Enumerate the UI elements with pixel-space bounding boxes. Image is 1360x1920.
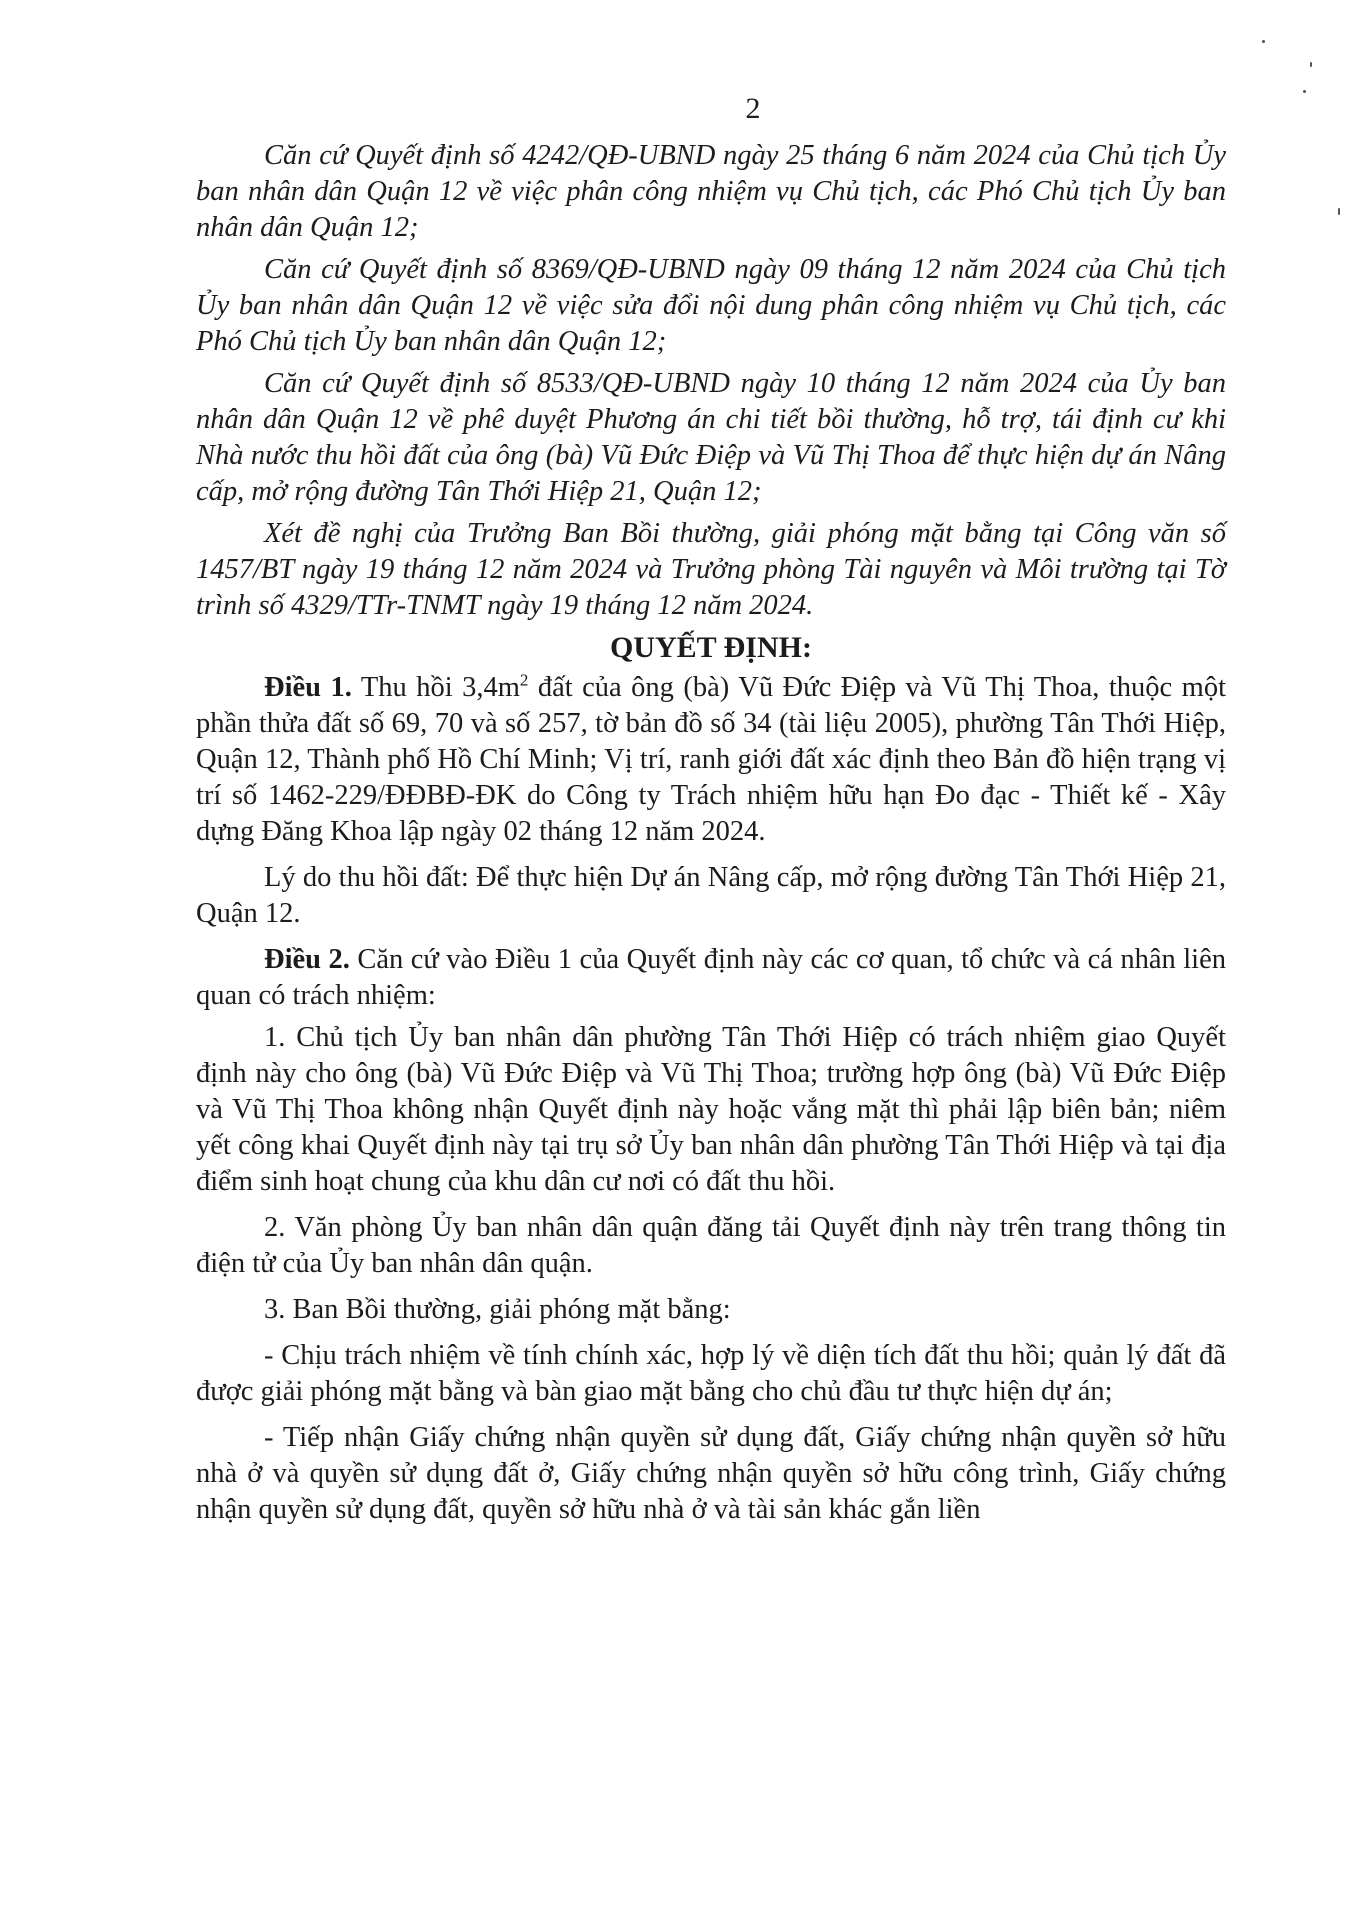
scan-speck bbox=[1310, 62, 1312, 67]
article-2-paragraph bbox=[196, 942, 1226, 1014]
page-number: 2 bbox=[745, 92, 761, 125]
article-2-item: - Chịu trách nhiệm về tính chính xác, hợp lý về diện tích đất thu hồi; quản lý đất đã được giải phóng mặt bằng và bàn giao mặt bằng cho chủ đầu tư thực hiện dự án; bbox=[196, 1340, 1226, 1407]
decision-title: QUYẾT ĐỊNH: bbox=[610, 631, 812, 664]
scan-speck bbox=[1303, 90, 1306, 93]
article-1-text: Thu hồi 3,4m bbox=[351, 672, 520, 703]
article-2-item: 3. Ban Bồi thường, giải phóng mặt bằng: bbox=[264, 1294, 731, 1325]
article-1-paragraph bbox=[196, 670, 1226, 850]
preamble-clause: Căn cứ Quyết định số 8533/QĐ-UBND ngày 10 tháng 12 năm 2024 của Ủy ban nhân dân Quận 12 về phê duyệt Phương án chi tiết bồi thường, hỗ trợ, tái định cư khi Nhà nước thu hồi đất của ông (bà) Vũ Đức Điệp và Vũ Thị Thoa để thực hiện dự án Nâng cấp, mở rộng đường Tân Thới Hiệp 21, Quận 12; bbox=[196, 368, 1226, 507]
preamble-clause: Căn cứ Quyết định số 8369/QĐ-UBND ngày 09 tháng 12 năm 2024 của Chủ tịch Ủy ban nhân dân Quận 12 về việc sửa đổi nội dung phân công nhiệm vụ Chủ tịch, các Phó Chủ tịch Ủy ban nhân dân Quận 12; bbox=[196, 254, 1226, 357]
article-1-reason: Lý do thu hồi đất: Để thực hiện Dự án Nâng cấp, mở rộng đường Tân Thới Hiệp 21, Quận 12. bbox=[196, 862, 1226, 929]
scan-speck bbox=[1262, 40, 1265, 43]
scan-speck bbox=[1338, 208, 1340, 215]
article-2-label: Điều 2. bbox=[264, 944, 350, 975]
article-2-item: 1. Chủ tịch Ủy ban nhân dân phường Tân Thới Hiệp có trách nhiệm giao Quyết định này cho ông (bà) Vũ Đức Điệp và Vũ Thị Thoa; trường hợp ông (bà) Vũ Đức Điệp và Vũ Thị Thoa không nhận Quyết định này hoặc vắng mặt thì phải lập biên bản; niêm yết công khai Quyết định này tại trụ sở Ủy ban nhân dân phường Tân Thới Hiệp và tại địa điểm sinh hoạt chung của khu dân cư nơi có đất thu hồi. bbox=[196, 1022, 1226, 1197]
article-2-intro: Căn cứ vào Điều 1 của Quyết định này các cơ quan, tổ chức và cá nhân liên quan có trách nhiệm: bbox=[196, 944, 1227, 1011]
article-2-item: - Tiếp nhận Giấy chứng nhận quyền sử dụng đất, Giấy chứng nhận quyền sở hữu nhà ở và quyền sử dụng đất ở, Giấy chứng nhận quyền sở hữu công trình, Giấy chứng nhận quyền sử dụng đất, quyền sở hữu nhà ở và tài sản khác gắn liền bbox=[196, 1422, 1226, 1525]
article-2-item: 2. Văn phòng Ủy ban nhân dân quận đăng tải Quyết định này trên trang thông tin điện tử của Ủy ban nhân dân quận. bbox=[196, 1212, 1226, 1279]
superscript: 2 bbox=[519, 670, 529, 690]
document-page bbox=[196, 92, 1226, 1528]
article-1-text-cont: đất của ông (bà) Vũ Đức Điệp và Vũ Thị Thoa, thuộc một phần thửa đất số 69, 70 và số 257, tờ bản đồ số 34 (tài liệu 2005), phường Tân Thới Hiệp, Quận 12, Thành phố Hồ Chí Minh; Vị trí, ranh giới đất xác định theo Bản đồ hiện trạng vị trí số 1462-229/ĐĐBĐ-ĐK do Công ty Trách nhiệm hữu hạn Đo đạc - Thiết kế - Xây dựng Đăng Khoa lập ngày 02 tháng 12 năm 2024. bbox=[196, 672, 1227, 847]
article-1-label: Điều 1. bbox=[264, 672, 352, 703]
preamble-clause: Căn cứ Quyết định số 4242/QĐ-UBND ngày 25 tháng 6 năm 2024 của Chủ tịch Ủy ban nhân dân Quận 12 về việc phân công nhiệm vụ Chủ tịch, các Phó Chủ tịch Ủy ban nhân dân Quận 12; bbox=[196, 140, 1226, 243]
preamble-clause: Xét đề nghị của Trưởng Ban Bồi thường, giải phóng mặt bằng tại Công văn số 1457/BT ngày 19 tháng 12 năm 2024 và Trưởng phòng Tài nguyên và Môi trường tại Tờ trình số 4329/TTr-TNMT ngày 19 tháng 12 năm 2024. bbox=[196, 518, 1226, 621]
